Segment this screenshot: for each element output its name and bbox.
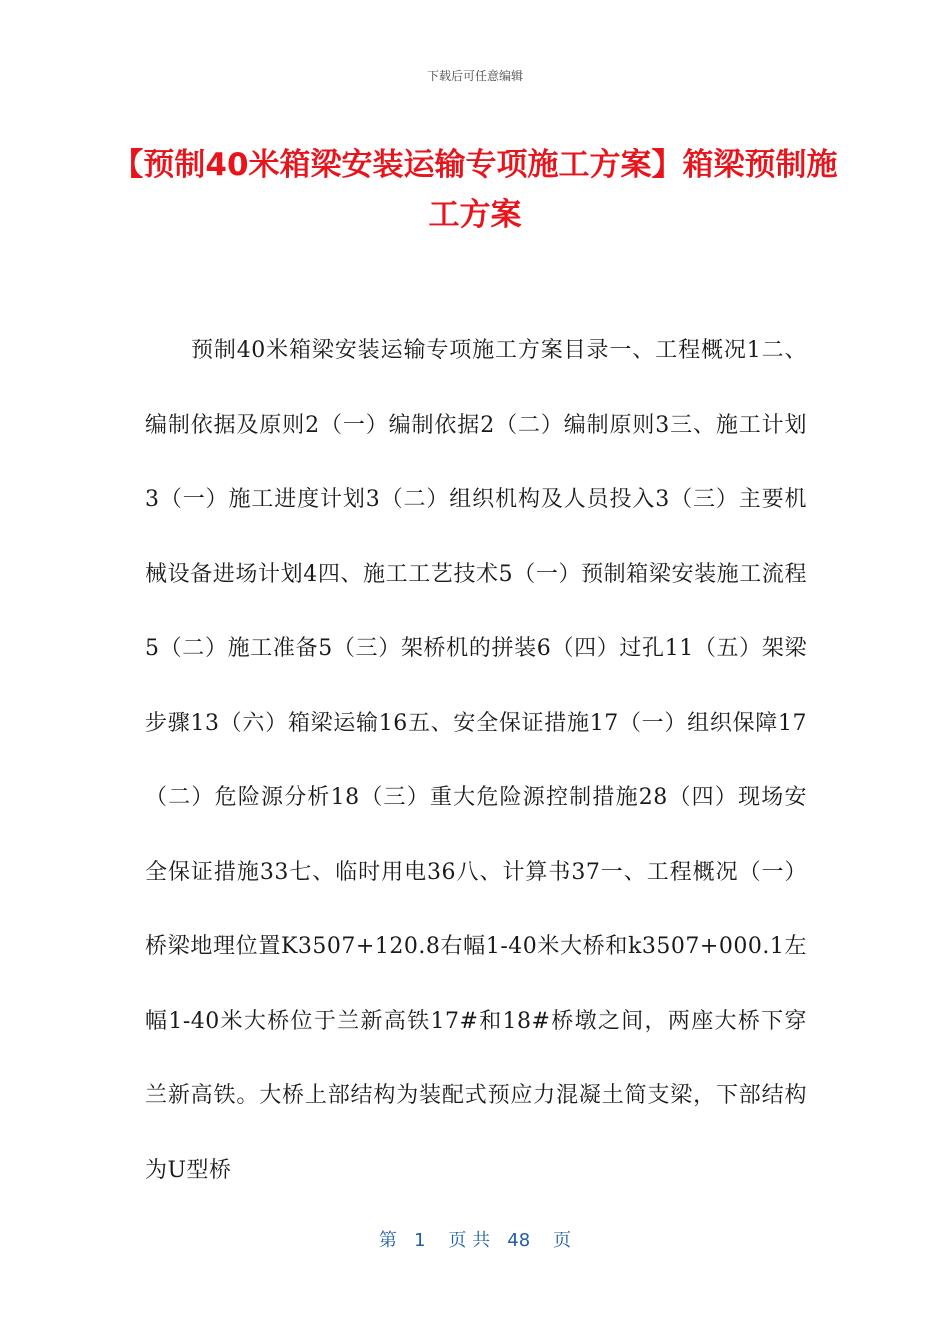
- body-paragraph: 预制40米箱梁安装运输专项施工方案目录一、工程概况1二、编制依据及原则2（一）编制依据2（二）编制原则3三、施工计划3（一）施工进度计划3（二）组织机构及人员投入3（三）主要机械设备进场计划4四、施工工艺技术5（一）预制箱梁安装施工流程5（二）施工准备5（三）架桥机的拼装6（四）过孔11（五）架梁步骤13（六）箱梁运输16五、安全保证措施17（一）组织保障17（二）危险源分析18（三）重大危险源控制措施28（四）现场安全保证措施33七、临时用电36八、计算书37一、工程概况（一）桥梁地理位置K3507+120.8右幅1-40米大桥和k3507+000.1左幅1-40米大桥位于兰新高铁17#和18#桥墩之间，两座大桥下穿兰新高铁。大桥上部结构为装配式预应力混凝土简支梁，下部结构为U型桥: [145, 338, 807, 1183]
- document-title: 【预制40米箱梁安装运输专项施工方案】箱梁预制施工方案: [112, 147, 838, 233]
- header-note: 下载后可任意编辑: [426, 69, 523, 83]
- page-footer: 第 1 页 共 48 页: [378, 1230, 572, 1251]
